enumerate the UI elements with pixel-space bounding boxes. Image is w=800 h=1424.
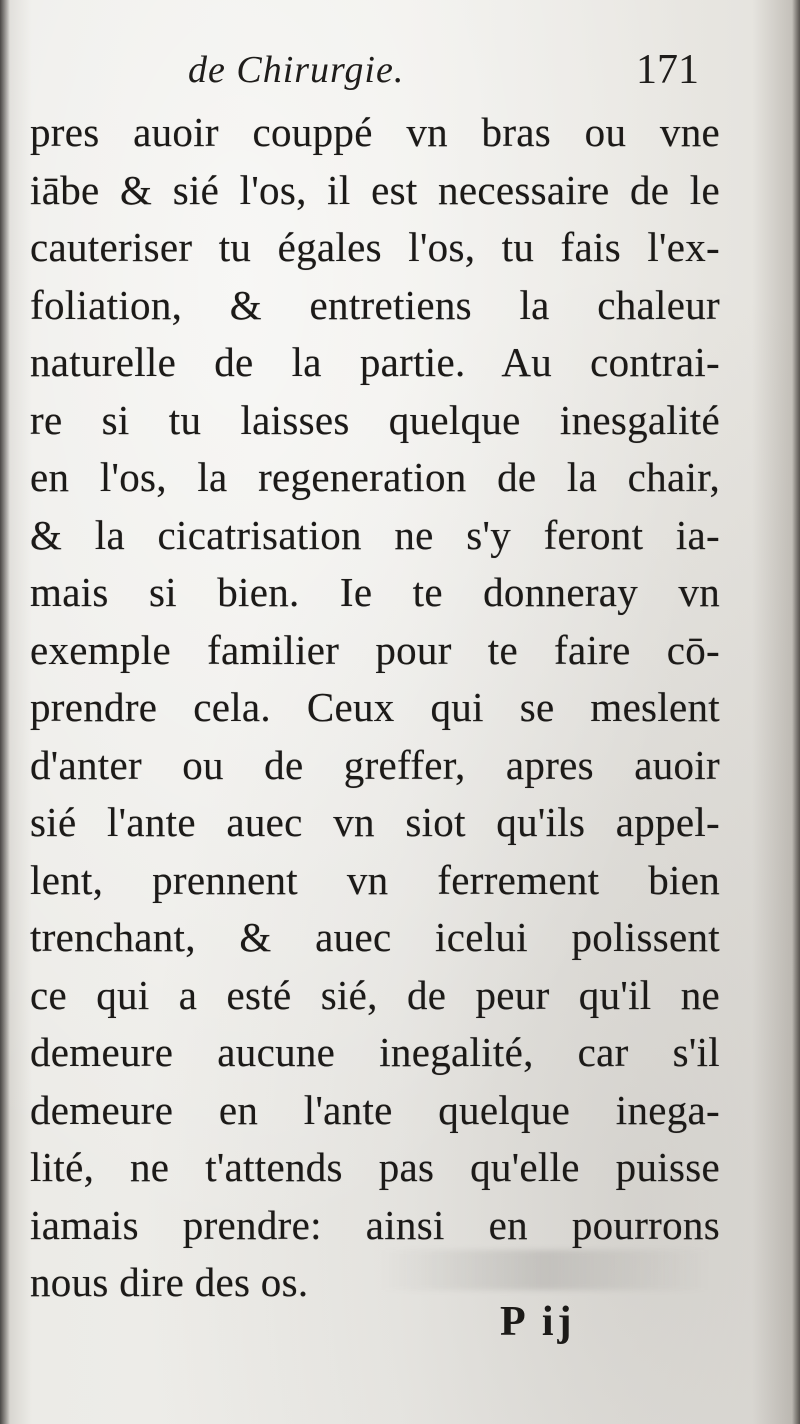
page-number: 171 xyxy=(636,47,699,93)
text-line: demeure aucune inegalité, car s'il xyxy=(30,1029,720,1075)
text-line: ce qui a esté sié, de peur qu'il ne xyxy=(30,971,720,1018)
text-line: foliation, & entretiens la chaleur xyxy=(30,281,720,328)
ink-bleed-through xyxy=(380,1250,710,1290)
text-line: demeure en l'ante quelque inega- xyxy=(30,1086,720,1133)
text-line: d'anter ou de greffer, apres auoir xyxy=(30,741,720,788)
page-edge-left xyxy=(0,0,10,1424)
text-line: & la cicatrisation ne s'y feront ia- xyxy=(30,511,720,558)
body-text xyxy=(30,104,720,1312)
text-line: lent, prennent vn ferrement bien xyxy=(30,856,720,903)
text-line: mais si bien. Ie te donneray vn xyxy=(30,569,720,615)
text-line: pres auoir couppé vn bras ou vne xyxy=(30,109,720,155)
text-line: naturelle de la partie. Au contrai- xyxy=(30,339,720,385)
text-line: lité, ne t'attends pas qu'elle puisse xyxy=(30,1144,720,1190)
text-line: cauteriser tu égales l'os, tu fais l'ex- xyxy=(30,224,720,270)
text-line: iābe & sié l'os, il est necessaire de le xyxy=(30,166,720,213)
text-line: prendre cela. Ceux qui se meslent xyxy=(30,684,720,730)
text-line: sié l'ante auec vn siot qu'ils appel- xyxy=(30,799,720,845)
signature-mark: P ij xyxy=(500,1299,576,1345)
text-line-last: nous dire des os. xyxy=(30,1259,309,1305)
text-line: trenchant, & auec icelui polissent xyxy=(30,914,720,960)
text-line: exemple familier pour te faire cō- xyxy=(30,626,720,673)
text-line: en l'os, la regeneration de la chair, xyxy=(30,454,720,500)
page-header xyxy=(0,42,800,102)
text-line: iamais prendre: ainsi en pourrons xyxy=(30,1201,720,1248)
running-title: de Chirurgie. xyxy=(188,49,405,91)
text-line: re si tu laisses quelque inesgalité xyxy=(30,396,720,443)
page-edge-right xyxy=(792,0,800,1424)
